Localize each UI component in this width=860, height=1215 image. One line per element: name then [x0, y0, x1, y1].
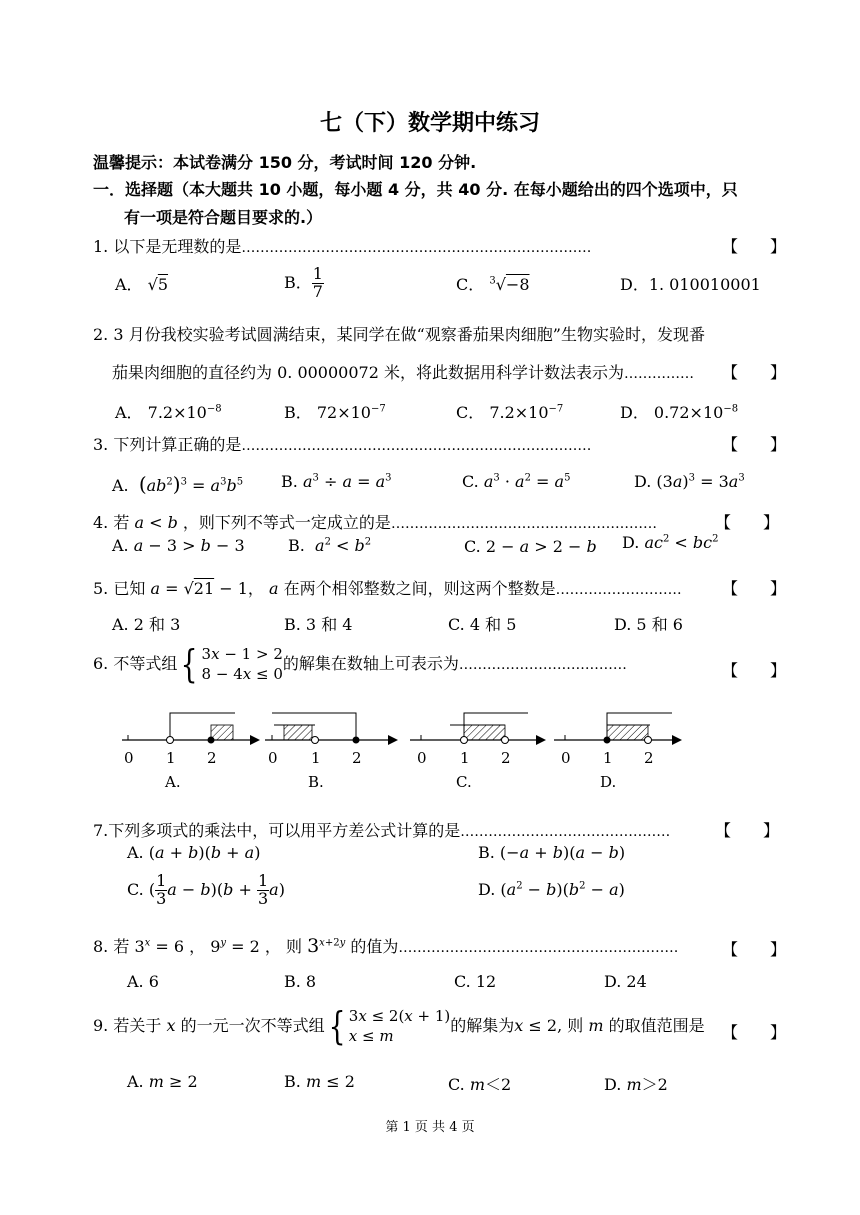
answer-bracket: 【 】: [715, 513, 780, 532]
section-heading: 一．选择题（本大题共 10 小题，每小题 4 分，共 40 分. 在每小题给出的四个选项中，只: [93, 180, 738, 199]
number-line-a: [122, 713, 260, 745]
nl-label-a: A.: [165, 773, 181, 791]
answer-bracket: 【 】: [722, 363, 787, 382]
q3-stem: 3. 下列计算正确的是…………………………………………………………………: [93, 435, 592, 454]
q9-stem: 9. 若关于 x 的一元一次不等式组{ 3x ≤ 2(x + 1) x ≤ m的解集为x ≤ 2, 则 m 的取值范围是: [93, 1004, 705, 1049]
q5-stem: 5. 已知 a = √21 − 1， a 在两个相邻整数之间，则这两个整数是………………………: [93, 579, 682, 598]
q4-option-c: C. 2 − a > 2 − b: [464, 537, 597, 556]
q4-stem: 4. 若 a < b ，则下列不等式一定成立的是…………………………………………………: [93, 513, 657, 532]
q3-option-a: A. $(ab^2)^3 = a^3b^5$: [112, 472, 244, 496]
tick-label: 1: [311, 749, 321, 767]
tick-label: 0: [417, 749, 427, 767]
tick-label: 2: [644, 749, 654, 767]
answer-bracket: 【 】: [722, 940, 787, 959]
nl-label-c: C.: [456, 773, 472, 791]
q7-stem: 7.下列多项式的乘法中，可以用平方差公式计算的是………………………………………: [93, 821, 671, 840]
nl-label-d: D.: [600, 773, 617, 791]
answer-bracket: 【 】: [722, 661, 787, 680]
tick-label: 0: [124, 749, 134, 767]
answer-bracket: 【 】: [722, 1023, 787, 1042]
q3-option-c: C. $a^3 \cdot a^2 = a^5$: [462, 472, 571, 491]
q8-option-a: A. 6: [127, 972, 159, 991]
q2-stem-line1: 2. 3 月份我校实验考试圆满结束，某同学在做“观察番茄果肉细胞”生物实验时，发现番: [93, 325, 705, 344]
answer-bracket: 【 】: [722, 579, 787, 598]
q9-option-b: B. m ≤ 2: [284, 1072, 355, 1091]
q8-option-d: D. 24: [604, 972, 647, 991]
q1-option-c: C． $^3$√−8: [456, 275, 530, 294]
number-line-d: [554, 713, 682, 745]
q1-option-b: B． $\frac{1}{7}$: [284, 264, 323, 301]
nl-label-b: B.: [308, 773, 324, 791]
q3-option-d: D. $(3a)^3 = 3a^3$: [634, 472, 745, 491]
q2-stem-line2: 茄果肉细胞的直径约为 0. 00000072 米，将此数据用科学计数法表示为……………: [112, 363, 694, 382]
tick-label: 2: [501, 749, 511, 767]
notice: 温馨提示：本试卷满分 150 分，考试时间 120 分钟.: [93, 153, 477, 172]
tick-label: 2: [352, 749, 362, 767]
page-title: 七（下）数学期中练习: [319, 111, 540, 136]
page-footer: 第 1 页 共 4 页: [385, 1120, 475, 1135]
q4-option-a: A. a − 3 > b − 3: [112, 536, 245, 555]
tick-label: 0: [268, 749, 278, 767]
q9-option-d: D. m＞2: [604, 1075, 668, 1094]
q8-stem: 8. 若 $3^x = 6$ ， $9^y = 2$ ， 则 $3^{x+2y}$ 的值为……………………………………………………: [93, 935, 679, 957]
q9-option-a: A. m ≥ 2: [127, 1072, 198, 1091]
q9-option-c: C. m＜2: [448, 1075, 512, 1094]
answer-bracket: 【 】: [722, 237, 787, 256]
answer-bracket: 【 】: [722, 435, 787, 454]
number-line-b: [265, 713, 398, 745]
q1-stem: 1. 以下是无理数的是…………………………………………………………………: [93, 237, 592, 256]
q8-option-b: B. 8: [284, 972, 317, 991]
q5-option-a: A. 2 和 3: [112, 615, 181, 634]
section-heading-cont: 有一项是符合题目要求的.）: [124, 208, 323, 227]
tick-label: 2: [207, 749, 217, 767]
q2-option-c: C． $7.2\times 10^{-7}$: [456, 403, 564, 422]
q2-option-d: D． $0.72\times 10^{-8}$: [620, 403, 739, 422]
q1-option-a: A． √5: [115, 275, 169, 294]
answer-bracket: 【 】: [715, 821, 780, 840]
tick-label: 0: [561, 749, 571, 767]
number-line-options: [110, 705, 700, 795]
q2-option-b: B． $72\times 10^{-7}$: [284, 403, 386, 422]
tick-label: 1: [460, 749, 470, 767]
q7-option-d: D. $(a^2 - b)(b^2 - a)$: [478, 880, 625, 899]
q5-option-c: C. 4 和 5: [448, 615, 517, 634]
q7-option-b: B. (−a + b)(a − b): [478, 843, 626, 862]
number-line-c: [410, 713, 546, 745]
q6-stem: 6. 不等式组{ 3x − 1 > 2 8 − 4x ≤ 0的解集在数轴上可表示为………………………………: [93, 642, 627, 687]
q3-option-b: B. $a^3 \div a = a^3$: [281, 472, 392, 491]
q4-option-b: B. $a^2 < b^2$: [288, 536, 372, 555]
q5-option-b: B. 3 和 4: [284, 615, 353, 634]
q7-option-a: A. (a + b)(b + a): [127, 843, 261, 862]
q8-option-c: C. 12: [454, 972, 497, 991]
q5-option-d: D. 5 和 6: [614, 615, 683, 634]
q2-option-a: A． $7.2\times 10^{-8}$: [115, 403, 222, 422]
q7-option-c: C. ( $\frac{1}{3}$ a − b)(b + $\frac{1}{3}$ a): [127, 871, 285, 908]
q1-option-d: D．1. 010010001: [620, 275, 761, 294]
tick-label: 1: [603, 749, 613, 767]
q4-option-d: D. $ac^2 < bc^2$: [622, 533, 719, 552]
tick-label: 1: [166, 749, 176, 767]
